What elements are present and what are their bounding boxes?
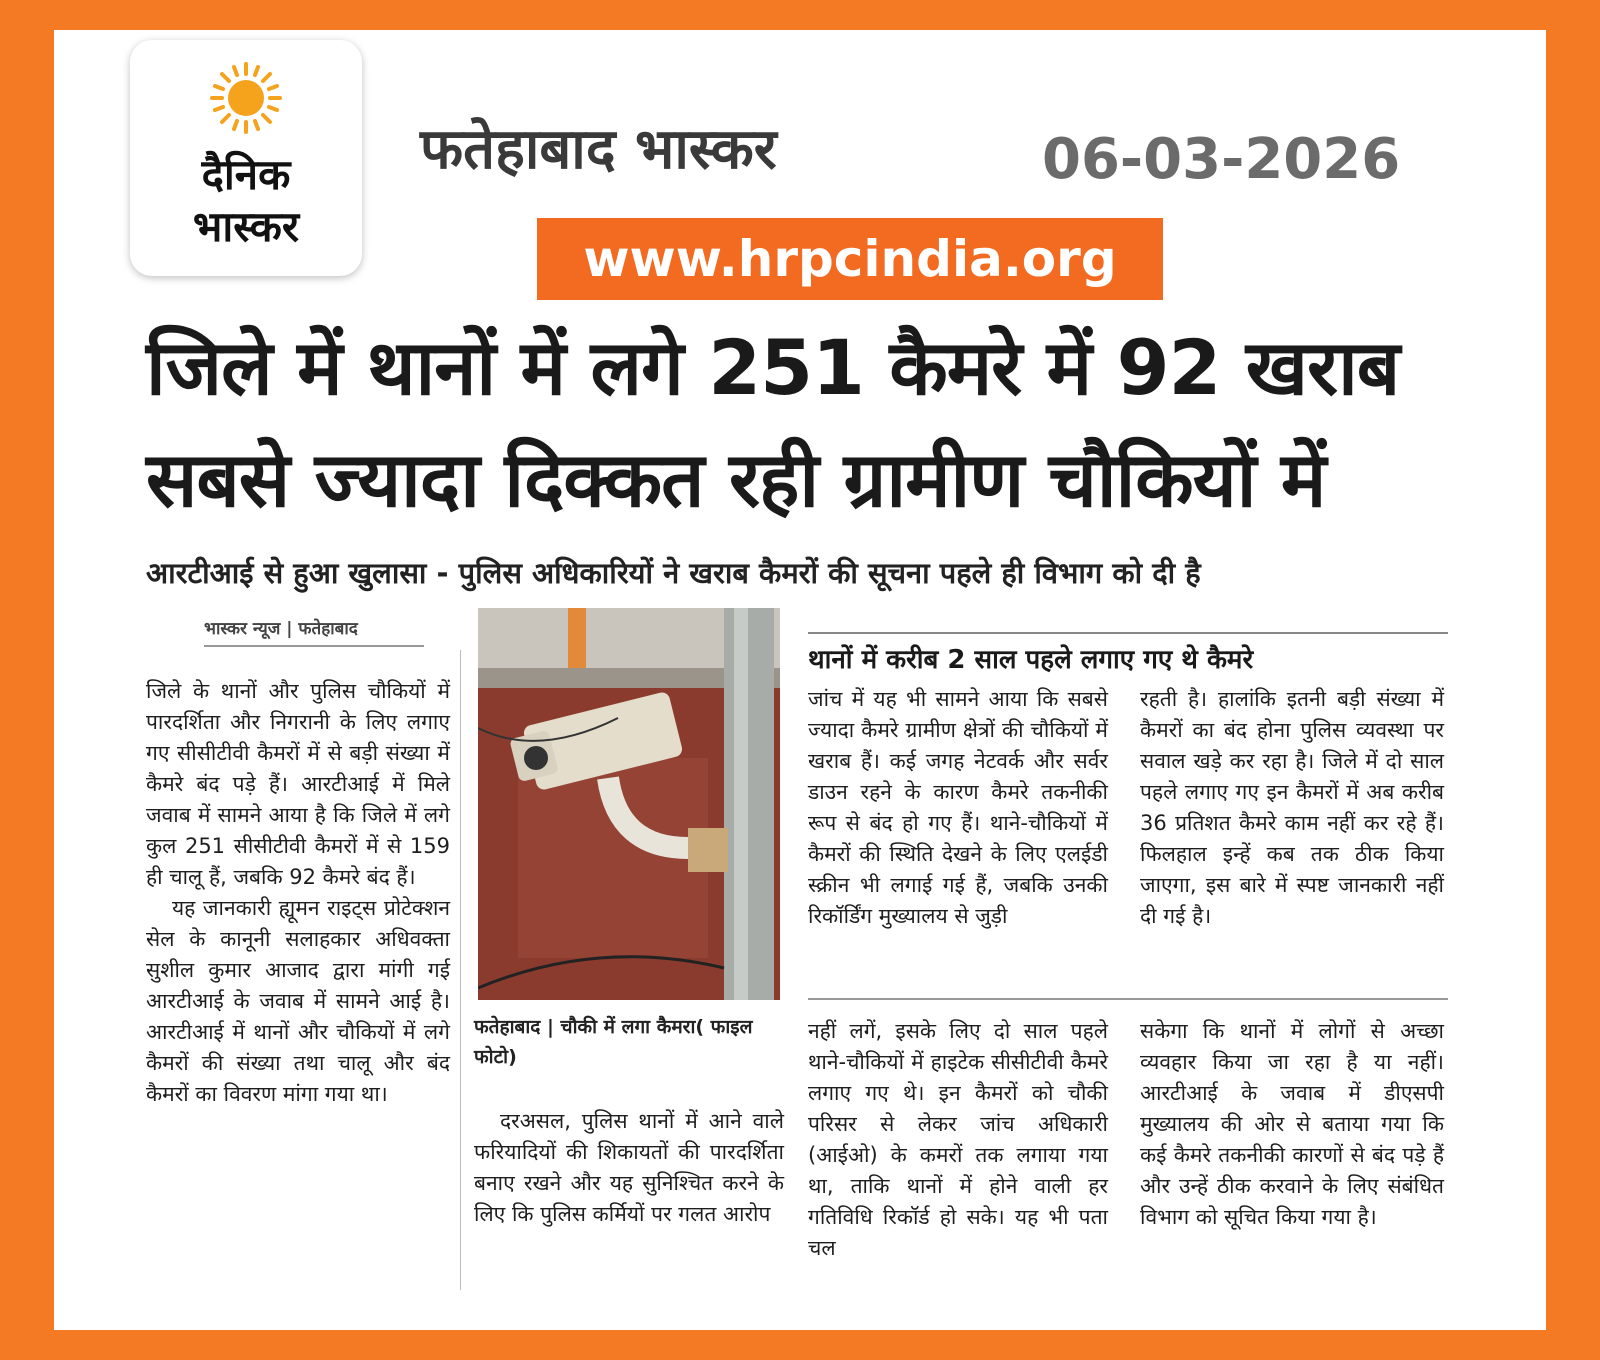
article-column-5 xyxy=(808,1016,1108,1264)
dainik-bhaskar-logo xyxy=(130,40,362,276)
subheadline: आरटीआई से हुआ खुलासा - पुलिस अधिकारियों ने खराब कैमरों की सूचना पहले ही विभाग को दी है xyxy=(146,556,1201,590)
article-column-1 xyxy=(146,676,450,1110)
headline-line2: सबसे ज्यादा दिक्कत रही ग्रामीण चौकियों में xyxy=(146,435,1326,524)
logo-text-line2: भास्कर xyxy=(192,202,300,251)
camera-image-icon xyxy=(478,608,780,1000)
paragraph: रहती है। हालांकि इतनी बड़ी संख्या में कैमरों का बंद होना पुलिस व्यवस्था पर सवाल खड़े कर रहा है। जिले में दो साल पहले लगाए गए इन कैमरों में अब करीब 36 प्रतिशत कैमरे काम नहीं कर रहे हैं। फिलहाल इन्हें कब तक ठीक किया जाएगा, इस बारे में स्पष्ट जानकारी नहीं दी गई है। xyxy=(1140,687,1444,928)
column-divider xyxy=(460,650,461,1290)
paragraph: सकेगा कि थानों में लोगों से अच्छा व्यवहार किया जा रहा है या नहीं। आरटीआई के जवाब में डीएसपी मुख्यालय की ओर से बताया गया कि कई कैमरे तकनीकी कारणों से बंद पड़े हैं और उन्हें ठीक करवाने के लिए संबंधित विभाग को सूचित किया गया है। xyxy=(1140,1019,1444,1229)
sun-icon xyxy=(208,60,284,136)
newspaper-clipping xyxy=(54,30,1546,1330)
paragraph: नहीं लगें, इसके लिए दो साल पहले थाने-चौकियों में हाइटेक सीसीटीवी कैमरे लगाए गए थे। इन कैमरों को चौकी परिसर से लेकर जांच अधिकारी (आईओ) के कमरों तक लगाया गया था, ताकि थानों में होने वाली हर गतिविधि रिकॉर्ड हो सके। यह भी पता चल xyxy=(808,1019,1108,1260)
section-divider xyxy=(808,998,1448,1000)
byline: भास्कर न्यूज | फतेहाबाद xyxy=(204,616,424,647)
paragraph: यह जानकारी ह्यूमन राइट्स प्रोटेक्शन सेल के कानूनी सलाहकार अधिवक्ता सुशील कुमार आजाद द्वारा मांगी गई आरटीआई के जवाब में सामने आई है। आरटीआई में थानों और चौकियों में लगे कैमरों की संख्या तथा चालू और बंद कैमरों का विवरण मांगा गया था। xyxy=(146,896,450,1106)
headline-line1: जिले में थानों में लगे 251 कैमरे में 92 खराब xyxy=(146,323,1400,412)
edition-name: फतेहाबाद भास्कर xyxy=(420,117,777,182)
section-subheading: थानों में करीब 2 साल पहले लगाए गए थे कैमरे xyxy=(808,632,1448,676)
publication-date: 06-03-2026 xyxy=(1042,127,1401,192)
article-column-4 xyxy=(1140,684,1444,932)
cctv-camera-photo xyxy=(478,608,780,1000)
website-url-banner: www.hrpcindia.org xyxy=(537,218,1163,300)
logo-text-line1: दैनिक xyxy=(201,150,291,199)
paragraph: दरअसल, पुलिस थानों में आने वाले फरियादियों की शिकायतों की पारदर्शिता बनाए रखने और यह सुनिश्चित करने के लिए कि पुलिस कर्मियों पर गलत आरोप xyxy=(474,1109,784,1226)
article-column-6 xyxy=(1140,1016,1444,1233)
paragraph: जिले के थानों और पुलिस चौकियों में पारदर्शिता और निगरानी के लिए लगाए गए सीसीटीवी कैमरों में से बड़ी संख्या में कैमरे बंद पड़े हैं। आरटीआई में मिले जवाब में सामने आया है कि जिले में लगे कुल 251 सीसीटीवी कैमरों में से 159 ही चालू हैं, जबकि 92 कैमरे बंद हैं। xyxy=(146,679,450,889)
article-column-3 xyxy=(808,684,1108,932)
article-column-2 xyxy=(474,1106,784,1230)
photo-caption: फतेहाबाद | चौकी में लगा कैमरा( फाइल फोटो) xyxy=(474,1016,753,1068)
paragraph: जांच में यह भी सामने आया कि सबसे ज्यादा कैमरे ग्रामीण क्षेत्रों की चौकियों में खराब हैं। कई जगह नेटवर्क और सर्वर डाउन रहने के कारण कैमरे तकनीकी रूप से बंद हो गए हैं। थाने-चौकियों में कैमरों की स्थिति देखने के लिए एलईडी स्क्रीन भी लगाई गई हैं, जबकि उनकी रिकॉर्डिंग मुख्यालय से जुड़ी xyxy=(808,687,1108,928)
